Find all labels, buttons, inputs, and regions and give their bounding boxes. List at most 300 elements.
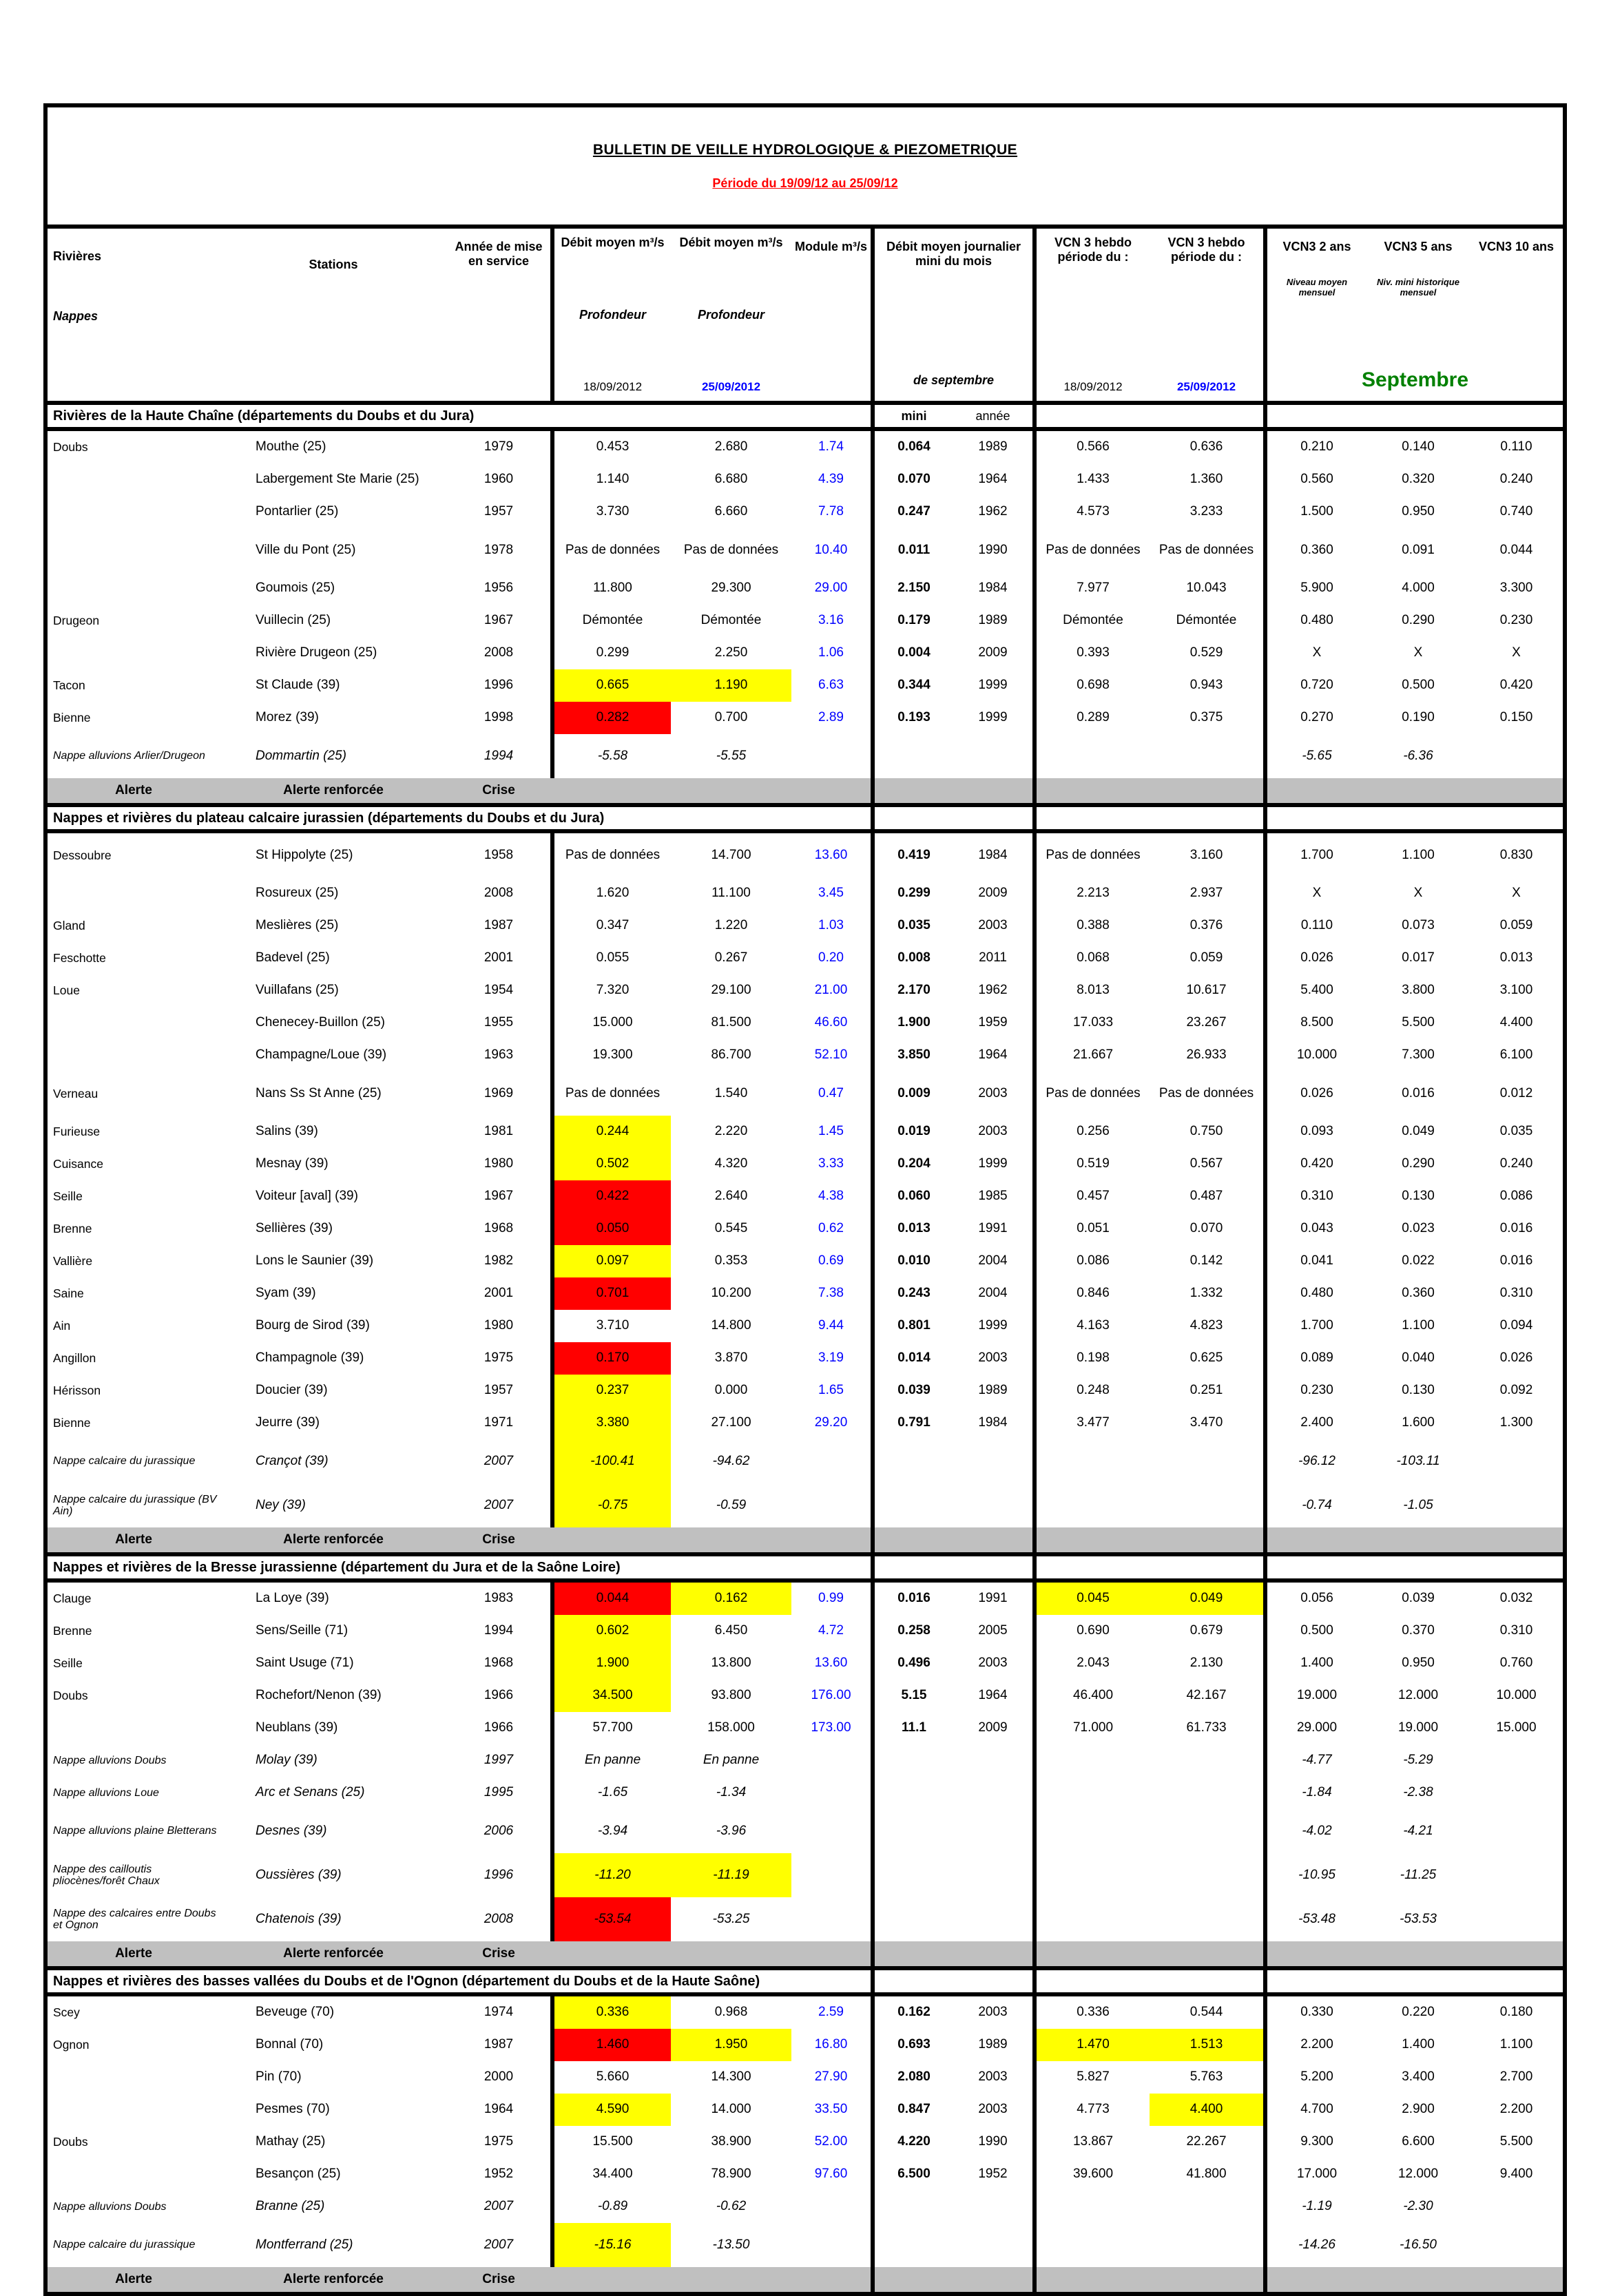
cell-riviere: Nappe alluvions plaine Bletterans <box>53 1825 217 1837</box>
cell-mini: 0.801 <box>871 1310 953 1342</box>
cell-vcn3-2ans: 29.000 <box>1263 1712 1366 1744</box>
header-vcn-label: VCN 3 hebdo période du : <box>1054 236 1132 264</box>
cell-vcn3-5ans: 0.016 <box>1402 1085 1435 1100</box>
cell-vcn3-5ans: -53.53 <box>1400 1911 1437 1926</box>
cell-vcn3-2ans: 1.400 <box>1263 1647 1366 1680</box>
cell-vcn-hebdo-2509: 1.332 <box>1189 1286 1223 1301</box>
cell-mini: 0.299 <box>871 877 953 910</box>
cell-vcn3-10ans <box>1470 734 1563 778</box>
cell-mini-annee: 1989 <box>978 2037 1008 2052</box>
cell-debit-2509: -11.19 <box>671 1853 791 1897</box>
cell-vcn-hebdo-2509: 1.360 <box>1189 472 1223 487</box>
legend-spacer <box>1032 778 1263 803</box>
data-row <box>48 702 1563 734</box>
cell-mini: 1.900 <box>871 1007 953 1039</box>
cell-mini-annee: 2003 <box>978 2102 1008 2117</box>
cell-mini <box>871 1897 953 1941</box>
cell-annee-service: 2007 <box>484 1453 514 1468</box>
cell-mini-annee: 1964 <box>978 472 1008 487</box>
cell-vcn3-2ans: -10.95 <box>1263 1853 1366 1897</box>
cell-mini-annee: 1964 <box>978 1047 1008 1063</box>
legend-row <box>48 778 1563 803</box>
cell-station: Neublans (39) <box>256 1720 338 1735</box>
cell-vcn3-2ans: 0.056 <box>1263 1583 1366 1615</box>
cell-debit-2509: 78.900 <box>711 2167 751 2182</box>
header-de-septembre: de septembre <box>871 359 1032 401</box>
cell-riviere: Cuisance <box>53 1157 103 1171</box>
section-banner-title: Rivières de la Haute Chaîne (départements du Doubs et du Jura) <box>53 408 475 424</box>
cell-riviere <box>48 1712 220 1744</box>
cell-annee-service: 2007 <box>484 2199 514 2214</box>
legend-crise: Crise <box>482 1946 515 1961</box>
cell-vcn-hebdo-1809: 0.519 <box>1032 1148 1150 1180</box>
cell-vcn3-5ans: -2.38 <box>1403 1785 1433 1800</box>
cell-mini-annee: 1991 <box>978 1591 1008 1606</box>
cell-debit-1809: 57.700 <box>550 1712 671 1744</box>
cell-vcn-hebdo-2509: 0.544 <box>1189 2005 1223 2020</box>
cell-vcn3-2ans: -0.74 <box>1263 1483 1366 1527</box>
cell-vcn-hebdo-2509: 0.487 <box>1189 1189 1223 1204</box>
cell-debit-2509: 11.100 <box>711 886 751 901</box>
cell-vcn3-2ans: -5.65 <box>1263 734 1366 778</box>
cell-mini-annee: 2003 <box>978 918 1008 933</box>
cell-vcn3-2ans: -4.02 <box>1263 1809 1366 1853</box>
data-row <box>48 1148 1563 1180</box>
cell-mini-annee: 2009 <box>978 645 1008 660</box>
cell-debit-2509: 1.190 <box>671 669 791 702</box>
cell-debit-1809: -15.16 <box>550 2223 671 2267</box>
cell-vcn3-10ans: 0.044 <box>1499 542 1533 557</box>
cell-station: Champagnole (39) <box>256 1350 364 1366</box>
cell-vcn3-2ans: 1.700 <box>1263 833 1366 877</box>
cell-annee-service: 1968 <box>484 1656 514 1671</box>
cell-annee-service: 1955 <box>484 1015 514 1030</box>
cell-module: 4.39 <box>818 472 844 487</box>
cell-module: 0.99 <box>818 1591 844 1606</box>
cell-vcn3-10ans: 2.200 <box>1499 2102 1533 2117</box>
cell-mini-annee: 1984 <box>978 581 1008 596</box>
cell-debit-2509: 14.700 <box>711 847 751 862</box>
cell-mini: 5.15 <box>871 1680 953 1712</box>
cell-vcn-hebdo-1809: 0.051 <box>1032 1213 1150 1245</box>
cell-station: Desnes (39) <box>256 1823 327 1838</box>
cell-mini-annee: 1999 <box>978 678 1008 693</box>
cell-annee-service: 1967 <box>484 1189 514 1204</box>
cell-module: 3.19 <box>818 1350 844 1366</box>
cell-vcn-hebdo-2509 <box>1150 1897 1263 1941</box>
cell-vcn-hebdo-2509: 4.823 <box>1189 1318 1223 1333</box>
cell-station: Ney (39) <box>256 1497 306 1512</box>
cell-mini-annee <box>953 1897 1032 1941</box>
cell-vcn-hebdo-2509 <box>1150 1483 1263 1527</box>
cell-vcn3-10ans: 0.059 <box>1499 918 1533 933</box>
cell-vcn-hebdo-2509: 4.400 <box>1150 2094 1263 2126</box>
legend-alerte: Alerte <box>115 783 152 797</box>
cell-vcn3-5ans: -11.25 <box>1400 1867 1437 1882</box>
data-row <box>48 1245 1563 1277</box>
cell-mini-annee: 2003 <box>978 2005 1008 2020</box>
cell-debit-1809: 0.044 <box>550 1583 671 1615</box>
cell-mini: 0.004 <box>871 637 953 669</box>
data-row <box>48 877 1563 910</box>
legend-crise: Crise <box>482 783 515 797</box>
cell-mini <box>871 1777 953 1809</box>
data-row <box>48 1039 1563 1072</box>
cell-mini: 2.170 <box>871 974 953 1007</box>
header-date-cur: 25/09/2012 <box>701 380 761 393</box>
cell-module: 0.62 <box>818 1221 844 1236</box>
data-row <box>48 1680 1563 1712</box>
cell-vcn3-5ans: 0.500 <box>1402 678 1435 693</box>
data-row <box>48 528 1563 572</box>
cell-station: Chenecey-Buillon (25) <box>256 1015 385 1030</box>
cell-module: 3.45 <box>818 886 844 901</box>
cell-vcn-hebdo-1809: 46.400 <box>1032 1680 1150 1712</box>
cell-station: Voiteur [aval] (39) <box>256 1189 358 1204</box>
cell-vcn3-2ans: 0.270 <box>1263 702 1366 734</box>
header-profondeur-label: Profondeur <box>579 308 646 322</box>
bulletin-table <box>43 103 1567 2296</box>
cell-mini <box>871 1744 953 1777</box>
cell-station: Syam (39) <box>256 1286 316 1301</box>
cell-debit-2509: 29.300 <box>711 581 751 596</box>
cell-vcn3-10ans: 0.150 <box>1499 710 1533 725</box>
cell-mini-annee: 1999 <box>978 710 1008 725</box>
header-rivieres-nappes <box>48 229 220 401</box>
cell-debit-1809: Démontée <box>550 605 671 637</box>
cell-mini-annee: 1989 <box>978 439 1008 455</box>
header-debit-mini: Débit moyen journalier mini du mois <box>871 229 1032 359</box>
cell-mini: 0.070 <box>871 463 953 496</box>
cell-riviere: Verneau <box>53 1086 98 1100</box>
data-row <box>48 1310 1563 1342</box>
cell-vcn-hebdo-1809: 0.457 <box>1032 1180 1150 1213</box>
cell-mini: 0.016 <box>871 1583 953 1615</box>
cell-vcn3-2ans: 5.200 <box>1263 2061 1366 2094</box>
cell-vcn3-5ans: 5.500 <box>1402 1015 1435 1030</box>
cell-vcn3-2ans: -4.77 <box>1263 1744 1366 1777</box>
cell-mini: 11.1 <box>871 1712 953 1744</box>
cell-vcn3-2ans: 1.700 <box>1263 1310 1366 1342</box>
data-row <box>48 2094 1563 2126</box>
section-banner <box>48 1966 1563 1996</box>
header-vcn3-10ans: VCN3 10 ans <box>1478 240 1555 253</box>
cell-vcn3-10ans: 6.100 <box>1499 1047 1533 1063</box>
cell-vcn3-5ans: 0.370 <box>1402 1623 1435 1638</box>
cell-debit-2509: 0.700 <box>714 710 748 725</box>
cell-vcn3-10ans: 10.000 <box>1496 1688 1537 1703</box>
cell-vcn3-10ans: 1.300 <box>1499 1415 1533 1430</box>
cell-vcn3-2ans: 0.500 <box>1263 1615 1366 1647</box>
cell-debit-1809: 0.097 <box>550 1245 671 1277</box>
cell-vcn-hebdo-1809 <box>1032 1777 1150 1809</box>
cell-debit-1809: 0.055 <box>550 942 671 974</box>
cell-riviere: Nappe calcaire du jurassique <box>53 2239 196 2251</box>
cell-module <box>791 1439 871 1483</box>
cell-vcn3-2ans: 19.000 <box>1263 1680 1366 1712</box>
cell-module <box>791 1853 871 1897</box>
cell-mini: 0.243 <box>871 1277 953 1310</box>
cell-vcn3-2ans: 1.500 <box>1263 496 1366 528</box>
cell-vcn-hebdo-1809: 2.043 <box>1032 1647 1150 1680</box>
cell-annee-service: 1968 <box>484 1221 514 1236</box>
cell-vcn3-5ans: 1.100 <box>1402 1318 1435 1333</box>
cell-mini <box>871 1809 953 1853</box>
cell-vcn-hebdo-1809: 0.198 <box>1032 1342 1150 1375</box>
cell-debit-1809: 0.602 <box>550 1615 671 1647</box>
cell-vcn3-10ans: X <box>1512 645 1521 660</box>
header-debit-label: Débit moyen m³/s <box>679 236 783 249</box>
data-row <box>48 974 1563 1007</box>
page-title: BULLETIN DE VEILLE HYDROLOGIQUE & PIEZOMETRIQUE <box>592 141 1018 158</box>
header-debit-label: Débit moyen m³/s <box>561 236 665 249</box>
cell-mini: 0.064 <box>871 431 953 463</box>
cell-vcn3-2ans: X <box>1263 877 1366 910</box>
month-label: Septembre <box>1361 368 1469 391</box>
cell-debit-2509: 1.540 <box>714 1085 748 1100</box>
cell-mini-annee: 2005 <box>978 1623 1008 1638</box>
cell-mini: 0.344 <box>871 669 953 702</box>
cell-mini-annee <box>953 1439 1032 1483</box>
cell-mini-annee: 1991 <box>978 1221 1008 1236</box>
cell-vcn3-10ans: 0.180 <box>1499 2005 1533 2020</box>
cell-riviere: Brenne <box>53 1222 92 1236</box>
cell-debit-1809: En panne <box>550 1744 671 1777</box>
cell-module: 1.74 <box>818 439 844 455</box>
cell-mini: 0.035 <box>871 910 953 942</box>
cell-vcn-hebdo-2509: Pas de données <box>1158 542 1254 557</box>
cell-station: Pontarlier (25) <box>256 504 339 519</box>
legend-alerte-renforcee: Alerte renforcée <box>283 1946 384 1961</box>
data-row <box>48 605 1563 637</box>
header-debit-cur <box>671 229 791 401</box>
cell-station: Pin (70) <box>256 2069 302 2085</box>
cell-module: 0.69 <box>818 1253 844 1269</box>
cell-debit-2509: 4.320 <box>714 1156 748 1171</box>
cell-mini-annee: 2003 <box>978 1350 1008 1366</box>
cell-riviere <box>48 528 220 572</box>
annee-column-label <box>953 1970 1032 1992</box>
cell-station: Rochefort/Nenon (39) <box>256 1688 382 1703</box>
cell-vcn3-5ans: 0.290 <box>1402 613 1435 628</box>
cell-module: 52.00 <box>814 2134 848 2149</box>
cell-station: Morez (39) <box>256 710 319 725</box>
cell-debit-2509: 14.000 <box>711 2102 751 2117</box>
cell-station: Molay (39) <box>256 1753 318 1768</box>
cell-station: Mesnay (39) <box>256 1156 329 1171</box>
legend-crise: Crise <box>482 1532 515 1547</box>
cell-debit-2509: 27.100 <box>711 1415 751 1430</box>
legend-spacer <box>871 1941 1032 1966</box>
data-row <box>48 734 1563 778</box>
legend-row <box>48 2267 1563 2292</box>
cell-mini: 0.162 <box>871 1996 953 2029</box>
cell-mini-annee <box>953 2191 1032 2223</box>
cell-debit-1809: 0.701 <box>550 1277 671 1310</box>
cell-annee-service: 2008 <box>484 1911 514 1926</box>
cell-debit-2509: -0.62 <box>716 2199 747 2214</box>
cell-mini-annee: 2003 <box>978 1085 1008 1100</box>
cell-debit-1809: -0.75 <box>550 1483 671 1527</box>
cell-vcn-hebdo-1809: Pas de données <box>1032 528 1150 572</box>
cell-vcn-hebdo-2509: 61.733 <box>1186 1720 1227 1735</box>
cell-vcn3-2ans: 0.026 <box>1263 942 1366 974</box>
cell-module: 21.00 <box>814 983 848 998</box>
cell-mini-annee: 1984 <box>978 847 1008 862</box>
data-row <box>48 2029 1563 2061</box>
cell-vcn-hebdo-1809: 0.086 <box>1032 1245 1150 1277</box>
cell-vcn3-10ans: 3.300 <box>1499 581 1533 596</box>
cell-debit-1809: 1.620 <box>550 877 671 910</box>
cell-riviere <box>48 877 220 910</box>
cell-vcn3-5ans: X <box>1413 886 1423 901</box>
cell-annee-service: 2007 <box>484 2237 514 2252</box>
cell-module <box>791 734 871 778</box>
cell-vcn3-5ans: 19.000 <box>1397 1720 1439 1735</box>
cell-annee-service: 2000 <box>484 2069 514 2085</box>
cell-vcn3-10ans: 0.740 <box>1499 504 1533 519</box>
section-banner <box>48 1552 1563 1583</box>
cell-debit-2509: 0.968 <box>714 2005 748 2020</box>
cell-mini: 0.693 <box>871 2029 953 2061</box>
cell-vcn3-5ans: 0.950 <box>1402 1656 1435 1671</box>
cell-riviere: Nappe des cailloutis pliocènes/forêt Chaux <box>53 1863 160 1887</box>
header-vcn3-5ans <box>1366 229 1470 359</box>
cell-vcn3-5ans: 4.000 <box>1402 581 1435 596</box>
cell-vcn-hebdo-1809: 0.336 <box>1032 1996 1150 2029</box>
cell-vcn3-10ans <box>1470 1439 1563 1483</box>
cell-vcn-hebdo-1809: 0.698 <box>1032 669 1150 702</box>
cell-annee-service: 2001 <box>484 950 514 966</box>
cell-vcn3-2ans: 4.700 <box>1263 2094 1366 2126</box>
legend-alerte-renforcee: Alerte renforcée <box>283 1532 384 1547</box>
cell-vcn-hebdo-2509 <box>1150 1439 1263 1483</box>
cell-debit-2509: -53.25 <box>712 1911 750 1926</box>
table-body <box>48 401 1563 2292</box>
data-row <box>48 669 1563 702</box>
cell-debit-1809: 15.500 <box>550 2126 671 2158</box>
data-row <box>48 1007 1563 1039</box>
cell-debit-1809: 0.170 <box>550 1342 671 1375</box>
cell-vcn-hebdo-2509: 0.529 <box>1189 645 1223 660</box>
cell-debit-2509: 2.680 <box>714 439 748 455</box>
header-vcn-label: VCN 3 hebdo période du : <box>1167 236 1245 264</box>
cell-vcn-hebdo-1809: 5.827 <box>1032 2061 1150 2094</box>
title-block <box>48 107 1563 229</box>
cell-vcn3-2ans: 0.360 <box>1263 528 1366 572</box>
cell-riviere <box>48 496 220 528</box>
cell-vcn3-2ans: 0.041 <box>1263 1245 1366 1277</box>
cell-vcn-hebdo-2509: 42.167 <box>1186 1688 1227 1703</box>
data-row <box>48 1615 1563 1647</box>
cell-vcn3-10ans: 0.110 <box>1500 439 1532 455</box>
cell-annee-service: 1996 <box>484 678 514 693</box>
data-row <box>48 1407 1563 1439</box>
cell-vcn-hebdo-2509: 0.943 <box>1189 678 1223 693</box>
cell-vcn-hebdo-1809: 8.013 <box>1032 974 1150 1007</box>
cell-vcn-hebdo-2509: 3.160 <box>1189 847 1223 862</box>
cell-vcn-hebdo-2509: 0.625 <box>1189 1350 1223 1366</box>
cell-vcn3-10ans <box>1470 2191 1563 2223</box>
cell-vcn-hebdo-1809 <box>1032 1809 1150 1853</box>
cell-debit-1809: 3.710 <box>550 1310 671 1342</box>
cell-vcn3-10ans: 0.830 <box>1499 847 1533 862</box>
cell-debit-2509: 3.870 <box>714 1350 748 1366</box>
cell-station: Mathay (25) <box>256 2134 326 2149</box>
cell-vcn-hebdo-2509: 0.142 <box>1189 1253 1223 1269</box>
legend-spacer <box>1032 1941 1263 1966</box>
cell-vcn3-5ans: 0.040 <box>1402 1350 1435 1366</box>
cell-debit-1809: -11.20 <box>550 1853 671 1897</box>
cell-module: 7.78 <box>818 504 844 519</box>
cell-vcn3-2ans: 5.400 <box>1263 974 1366 1007</box>
cell-mini-annee: 1990 <box>978 542 1008 557</box>
cell-vcn3-5ans: 7.300 <box>1402 1047 1435 1063</box>
cell-vcn-hebdo-2509: 1.513 <box>1150 2029 1263 2061</box>
cell-debit-1809: 0.336 <box>550 1996 671 2029</box>
cell-riviere <box>48 1039 220 1072</box>
cell-vcn3-2ans: 0.480 <box>1263 605 1366 637</box>
annee-column-label <box>953 807 1032 829</box>
cell-vcn3-5ans: 0.039 <box>1402 1591 1435 1606</box>
cell-vcn3-5ans: 0.290 <box>1402 1156 1435 1171</box>
cell-vcn-hebdo-1809: 7.977 <box>1032 572 1150 605</box>
cell-vcn3-10ans: 0.026 <box>1499 1350 1533 1366</box>
cell-module: 29.00 <box>814 581 848 596</box>
cell-debit-2509: 158.000 <box>707 1720 755 1735</box>
cell-annee-service: 1980 <box>484 1318 514 1333</box>
cell-vcn3-5ans: -6.36 <box>1403 748 1433 763</box>
cell-module: 1.06 <box>818 645 844 660</box>
cell-riviere: Furieuse <box>53 1125 101 1139</box>
banner-spacer-vcn <box>1032 405 1263 427</box>
cell-debit-1809: 19.300 <box>550 1039 671 1072</box>
header-vcn3-2ans-label: VCN3 2 ans <box>1282 240 1351 253</box>
cell-debit-2509: 14.800 <box>711 1318 751 1333</box>
section-banner-title: Nappes et rivières des basses vallées du Doubs et de l'Ognon (département du Doubs et de la Haute Saône) <box>53 1973 760 1989</box>
cell-module: 52.10 <box>814 1047 848 1063</box>
cell-vcn-hebdo-1809: 2.213 <box>1032 877 1150 910</box>
cell-mini <box>871 1853 953 1897</box>
cell-mini <box>871 2223 953 2267</box>
cell-station: Branne (25) <box>256 2199 325 2214</box>
cell-riviere: Saine <box>53 1286 84 1301</box>
legend-spacer <box>1263 1941 1563 1966</box>
cell-debit-1809: 3.380 <box>550 1407 671 1439</box>
cell-vcn-hebdo-1809: 71.000 <box>1032 1712 1150 1744</box>
cell-annee-service: 1971 <box>484 1415 514 1430</box>
cell-annee-service: 1969 <box>484 1085 514 1100</box>
cell-module: 1.03 <box>818 918 844 933</box>
cell-mini-annee: 2004 <box>978 1253 1008 1269</box>
cell-vcn3-5ans: 12.000 <box>1397 2167 1439 2182</box>
cell-vcn3-5ans: 3.800 <box>1402 983 1435 998</box>
section-banner <box>48 803 1563 833</box>
data-row <box>48 1277 1563 1310</box>
cell-station: Sens/Seille (71) <box>256 1623 349 1638</box>
legend-alerte: Alerte <box>115 1532 152 1547</box>
cell-annee-service: 1952 <box>484 2167 514 2182</box>
cell-vcn3-10ans: 0.013 <box>1499 950 1533 966</box>
cell-mini: 6.500 <box>871 2158 953 2191</box>
cell-mini-annee: 1999 <box>978 1318 1008 1333</box>
cell-annee-service: 1996 <box>484 1867 514 1882</box>
cell-station: Labergement Ste Marie (25) <box>256 472 419 487</box>
cell-vcn-hebdo-2509: 0.636 <box>1189 439 1223 455</box>
cell-vcn3-10ans: 5.500 <box>1499 2134 1533 2149</box>
cell-vcn3-2ans: 0.210 <box>1263 431 1366 463</box>
cell-vcn3-2ans: 8.500 <box>1263 1007 1366 1039</box>
